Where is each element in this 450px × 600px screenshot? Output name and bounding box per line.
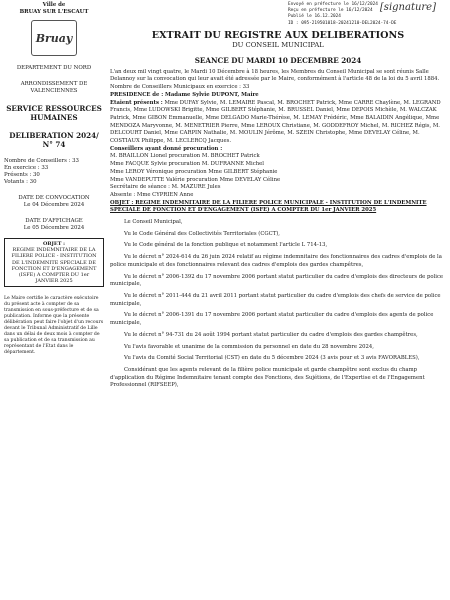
- objet-text: REGIME INDEMNITAIRE DE LA FILIERE POLICE - INSTITUTION DE L'INDEMNITE SPECIALE DE FONCTION ET D'ENGAGEMENT (ISFE) A COMPTER DU 1er JANVIER 2025: [11, 247, 97, 285]
- departement: DEPARTEMENT DU NORD: [16, 65, 92, 71]
- stamp-line: Envoyé en préfecture le 16/12/2024: [288, 2, 378, 7]
- body-paragraph: Vu le décret n° 2006-1392 du 17 novembre 2006 portant statut particulier du cadre d'emplois des directeurs de police municipale,: [110, 273, 444, 288]
- stamp-line: ID : 095-219501018-20241210-DEL2024-74-DE: [288, 20, 397, 26]
- stamp-line: Reçu en préfecture le 16/12/2024: [288, 8, 373, 14]
- procurations-label: Conseillers ayant donné procuration :: [110, 145, 223, 152]
- left-column: [4, 2, 104, 356]
- body-paragraph: Vu le décret n° 2006-1391 du 17 novembre 2006 portant statut particulier du cadre d'emplois des agents de police municipale,: [110, 312, 434, 327]
- main-content: [110, 30, 446, 390]
- document-subtitle: DU CONSEIL MUNICIPAL: [232, 41, 324, 49]
- stamp-publie-date: 16.12.2024: [314, 14, 341, 20]
- seance-heading: SEANCE DU MARDI 10 DECEMBRE 2024: [194, 56, 362, 65]
- stamp-line: Publié le 16.12.2024: [288, 14, 341, 20]
- deliberation-body: [110, 219, 446, 390]
- conseillers-line: Nombre de Conseillers : 33: [4, 158, 79, 164]
- affichage-date: Le 05 Décembre 2024: [23, 225, 85, 231]
- prefecture-stamp: [288, 2, 444, 27]
- presents-label: Etaient présents :: [110, 99, 163, 106]
- conseillers-line: En exercice : 33: [4, 165, 49, 171]
- body-paragraph: Vu le Code Général des Collectivités Territoriales (CGCT),: [124, 230, 280, 237]
- objet-heading: OBJET : REGIME INDEMNITAIRE DE LA FILIERE POLICE MUNICIPALE - INSTITUTION DE L'INDEMNITE SPECIALE DE FONCTION ET D'ENGAGEMENT (ISFE) A COMPTER DU 1er JANVIER 2025: [110, 199, 427, 214]
- body-paragraph: Vu le décret n° 94-731 du 24 août 1994 portant statut particulier du cadre d'emplois des gardes champêtres,: [124, 331, 418, 338]
- conseillers-line: Présents : 30: [4, 172, 40, 178]
- conseillers-line: Votants : 30: [4, 179, 37, 185]
- deliberation-number: N° 74: [42, 140, 66, 149]
- objet-label: OBJET :: [42, 241, 66, 247]
- ville-label: Ville de: [42, 2, 66, 8]
- service-label: SERVICE RESSOURCES HUMAINES: [6, 104, 102, 122]
- convocation-label: DATE DE CONVOCATION: [18, 195, 90, 201]
- body-paragraph: Vu l'avis favorable et unanime de la commission du personnel en date du 28 novembre 2024,: [124, 343, 374, 350]
- conseillers-block: [4, 158, 104, 186]
- presidence: PRESIDENCE de : Madame Sylvie DUPONT, Maire: [110, 91, 259, 98]
- deliberation-label: DELIBERATION 2024/ N° 74: [9, 131, 99, 149]
- presents-block: [110, 100, 446, 146]
- body-paragraph: Vu le décret n° 2011-444 du 21 avril 2011 portant statut particulier du cadre d'emplois des chefs de service de police municipale,: [110, 292, 441, 307]
- body-paragraph: Vu l'avis du Comité Social Territorial (CST) en date du 5 décembre 2024 (3 avis pour et 3 avis FAVORABLES),: [124, 355, 420, 362]
- convocation-date: Le 04 Décembre 2024: [23, 202, 85, 208]
- logo-text: Bruay: [35, 31, 73, 45]
- affichage-block: [4, 218, 104, 232]
- document-title: EXTRAIT DU REGISTRE AUX DELIBERATIONS: [151, 30, 405, 41]
- objet-box: [4, 238, 104, 287]
- secretaire: Secrétaire de séance : M. MAZURE Jules: [110, 184, 221, 191]
- procuration-line: Mme VANDEPUTTE Valérie procuration Mme DEVELAY Céline: [110, 176, 281, 183]
- body-paragraph: Vu le décret n° 2024-614 du 26 juin 2024 relatif au régime indemnitaire des fonctionnaires des cadres d'emplois de la police municipale et des fonctionnaires relevant des cadres d'emplois des gardes champêtres,: [110, 254, 442, 268]
- convocation-block: [4, 195, 104, 209]
- handwritten-signature: [signature]: [379, 2, 436, 13]
- affichage-label: DATE D'AFFICHAGE: [25, 218, 83, 224]
- procuration-line: Mme FACQUE Sylvie procuration M. DUFRANNE Michel: [110, 161, 264, 168]
- arrondissement: ARRONDISSEMENT DE VALENCIENNES: [20, 81, 88, 94]
- procuration-line: M. BRAILLON Lionel procuration M. BROCHET Patrick: [110, 153, 260, 160]
- intro-paragraph: L'an deux mil vingt quatre, le Mardi 10 Décembre à 18 heures, les Membres du Conseil Municipal se sont réunis Salle Delannoy sur la convocation qui leur avait été adressée par le Maire, conformément à l'article 48 de la loi du 5 avril 1884.: [110, 68, 440, 83]
- ville-name: BRUAY SUR L'ESCAUT: [19, 9, 89, 15]
- procuration-line: Mme LEROY Véronique procuration Mme GILBERT Stéphanie: [110, 168, 278, 175]
- nombre-conseillers: Nombre de Conseillers Municipaux en exercice : 33: [110, 84, 250, 91]
- body-paragraph: Considérant que les agents relevant de la filière police municipale et garde champêtre sont exclus du champ d'application du Régime Indemnitaire tenant compte des Fonctions, des Sujétions, de l'Expertise et de l'Engagement Professionnel (RIFSEEP),: [110, 366, 425, 389]
- body-paragraph: Le Conseil Municipal,: [124, 219, 183, 226]
- absente: Absente : Mme CYPRIEN Anne: [110, 191, 194, 198]
- presents-list: Mme DUFAY Sylvie, M. LEMAIRE Pascal, M. BROCHET Patrick, Mme CARRE Chaylène, M. LEGRAND Francis, Mme LUDOWSKI Brigitte, Mme GILBERT Stéphanie, M. BRUSSEL Daniel, Mme DEPOIS Michèle, M. WALCZAK Patrick, Mme GIBON Emmanuelle, Mme DELGADO Marie-Thérèse, M. LEMAY Frédéric, Mme BALAIDIN Angélique, Mme MENDOZA Maryvonne, M. MENETRIER Pierre, Mme LEROUX Christiane, M. GODDEFROY Michel, M. RICHEZ Régis, M. DELCOURT Daniel, Mme CARPIN Nathalie, M. MOULIN Jérôme, M. SZEIN Christophe, Mme DEVELAY Céline, M. COSTIAUX Philippe, M. LECLERCQ Jacques.: [110, 99, 441, 145]
- footer-note: Le Maire certifie le caractère exécutoire du présent acte à compter de sa transmission en sous-préfecture et de sa publication. Informe que la présente délibération peut faire l'objet d'un recours devant le Tribunal Administratif de Lille dans un délai de deux mois à compter de sa publication et de sa transmission au représentant de l'Etat dans le département.: [4, 296, 104, 356]
- body-paragraph: Vu le Code général de la fonction publique et notamment l'article L 714-13,: [124, 242, 328, 249]
- city-logo: [31, 20, 77, 56]
